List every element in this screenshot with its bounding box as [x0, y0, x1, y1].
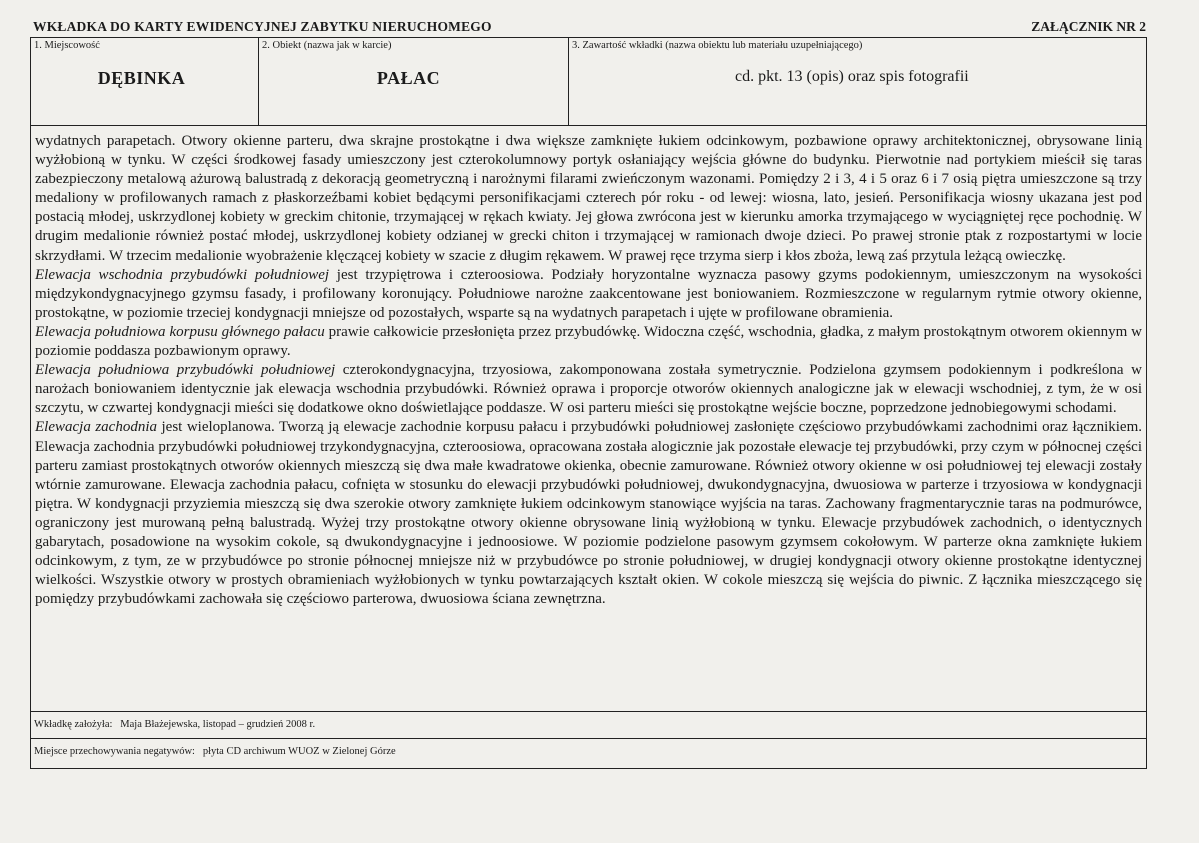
- text-east-elevation: jest trzypiętrowa i czteroosiowa. Podziały horyzontalne wyznacza pasowy gzyms podokiennym, umieszczonym na wysokości międzykondygnacyjnego gzymsu fasady, i profilowany koronujący. Południowe narożne zaakcentowane jest boniowaniem. Rozmieszczone w regularnym rytmie otwory okienne, prostokątne, w poziomie trzeciej kondygnacji mniejsze od pozostałych, wsparte są na wydatnych parapetach i ujęte w profilowane obramienia.: [35, 266, 1142, 321]
- storage-value: płyta CD archiwum WUOZ w Zielonej Górze: [202, 746, 396, 757]
- heading-south-main-elevation: Elewacja południowa korpusu głównego pałacu: [35, 323, 325, 340]
- paragraph-west-elevation: [35, 418, 1142, 609]
- author-value: Maja Błażejewska, listopad – grudzień 2008 r.: [120, 719, 316, 730]
- content-label: 3. Zawartość wkładki (nazwa obiektu lub materiału uzupełniającego): [572, 40, 863, 51]
- header-fields-row: [31, 38, 1146, 126]
- text-south-main-elevation: prawie całkowicie przesłonięta przez przybudówkę. Widoczna część, wschodnia, gładka, z małym prostokątnym otworem okiennym w poziomie poddasza pozbawionym oprawy.: [35, 323, 1142, 360]
- object-cell: [259, 38, 569, 125]
- record-card-frame: [30, 37, 1147, 769]
- text-west-elevation: jest wieloplanowa. Tworzą ją elewacje zachodnie korpusu pałacu i przybudówki południowej zasłonięte częściowo przybudówkami zachodnimi oraz łącznikiem. Elewacja zachodnia przybudówki południowej trzykondygnacyjna, czteroosiowa, opracowana została alogicznie jak pozostałe elewacje tej przybudówki, przy czym w północnej części parteru zamiast prostokątnych otworów okiennych mieszczą się dwa małe kwadratowe okienka, obecnie zamurowane. Również otwory okienne w osi południowej tej elewacji zostały wtórnie zamurowane. Elewacja zachodnia pałacu, cofnięta w stosunku do elewacji przybudówki południowej, dwukondygnacyjna, dwuosiowa w parterze i trzyosiowa w kondygnacji piętra. W kondygnacji przyziemia mieszczą się dwa szerokie otwory zamknięte łukiem odcinkowym stanowiące wyjścia na taras. Zachowany fragmentarycznie taras na podmurówce, ograniczony jest murowaną pełną balustradą. Wyżej trzy prostokątne otwory okienne obrysowane linią wyżłobioną w tynku. Elewacje przybudówek zachodnich, o identycznych gabarytach, posadowione na wysokim cokole, są dwukondygnacyjne i jednoosiowe. W poziomie podzielone pasowym gzymsem cokołowym. W parterze okna zamknięte łukiem odcinkowym, z tym, ze w przybudówce po stronie północnej mniejsze niż w przybudówce po stronie południowej, w drugiej kondygnacji otwory okienne prostokątne identycznej wielkości. Wszystkie otwory w prostych obramieniach wyżłobionych w tynku powtarzających kształt okien. W cokole mieszczą się wejścia do piwnic. Z łącznika mieszczącego się pomiędzy przybudówkami zachowała się częściowo parterowa, dwuosiowa ściana zewnętrzna.: [35, 419, 1143, 608]
- paragraph-south-main-elevation: [35, 323, 1142, 361]
- description-text: [35, 132, 1142, 609]
- heading-south-annex-elevation: Elewacja południowa przybudówki południowej: [35, 362, 336, 379]
- heading-east-elevation: Elewacja wschodnia przybudówki południowej: [35, 266, 330, 283]
- content-value: cd. pkt. 13 (opis) oraz spis fotografii: [735, 68, 969, 85]
- locality-cell: [31, 38, 259, 125]
- paragraph-facade: wydatnych parapetach. Otwory okienne parteru, dwa skrajne prostokątne i dwa większe zamknięte łukiem odcinkowym, pozbawione oprawy architektonicznej, obrysowane linią wyżłobioną w tynku. W części środkowej fasady umieszczony jest czterokolumnowy portyk osłaniający wejścia główne do budynku. Pierwotnie nad portykiem mieścił się taras zabezpieczony metalową ażurową balustradą z dekoracją geometryczną i narożnymi filarami zwieńczonym wazonami. Pomiędzy 2 i 3, 4 i 5 oraz 6 i 7 osią piętra umieszczone są trzy medaliony w profilowanych ramach z płaskorzeźbami kobiet będącymi personifikacjami czterech pór roku - od lewej: wiosna, lato, jesień. Personifikacja wiosny ukazana jest pod postacią młodej, uskrzydlonej kobiety w greckim chitonie, trzymającej w rękach kwiaty. Jej głowa zwrócona jest w kierunku amorka trzymającego w wyciągniętej ręce pochodnię. W drugim medalionie również postać młodej, uskrzydlonej kobiety odzianej w grecki chiton i trzymającej w ramionach dwoje dzieci. Po prawej stronie ptak z rozpostartymi w locie skrzydłami. W trzecim medalionie wyobrażenie klęczącej kobiety w szacie z długim rękawem. W prawej ręce trzyma sierp i kłos zboża, lewą zaś przytula leżącą owieczkę.: [35, 133, 1142, 264]
- content-cell: [569, 38, 1146, 125]
- locality-value: DĘBINKA: [97, 68, 186, 88]
- paragraph-east-elevation: [35, 266, 1142, 323]
- document-title: WKŁADKA DO KARTY EWIDENCYJNEJ ZABYTKU NIERUCHOMEGO: [33, 19, 492, 34]
- annex-number: ZAŁĄCZNIK NR 2: [1031, 19, 1146, 34]
- author-row: [31, 711, 1146, 738]
- author-label: Wkładkę założyła:: [34, 719, 113, 730]
- locality-label: 1. Miejscowość: [34, 40, 100, 51]
- paragraph-south-annex-elevation: [35, 361, 1142, 418]
- object-value: PAŁAC: [376, 68, 441, 88]
- negatives-storage-row: [31, 738, 1146, 768]
- text-south-annex-elevation: czterokondygnacyjna, trzyosiowa, zakomponowana została symetrycznie. Podzielona gzymsem podokiennym i podkreślona w narożach boniowaniem identycznie jak elewacja wschodnia przybudówki. Również oprawa i proporcje otworów okiennych analogiczne jak w elewacji wschodniej, z tym, że w osi szczytu, w czwartej kondygnacji mieści się dodatkowe okno doświetlające poddasze. W osi parteru mieści się prostokątne wejście boczne, poprzedzone jednobiegowymi schodami.: [35, 362, 1142, 417]
- heading-west-elevation: Elewacja zachodnia: [35, 419, 157, 436]
- object-label: 2. Obiekt (nazwa jak w karcie): [262, 40, 392, 51]
- storage-label: Miejsce przechowywania negatywów:: [34, 746, 195, 757]
